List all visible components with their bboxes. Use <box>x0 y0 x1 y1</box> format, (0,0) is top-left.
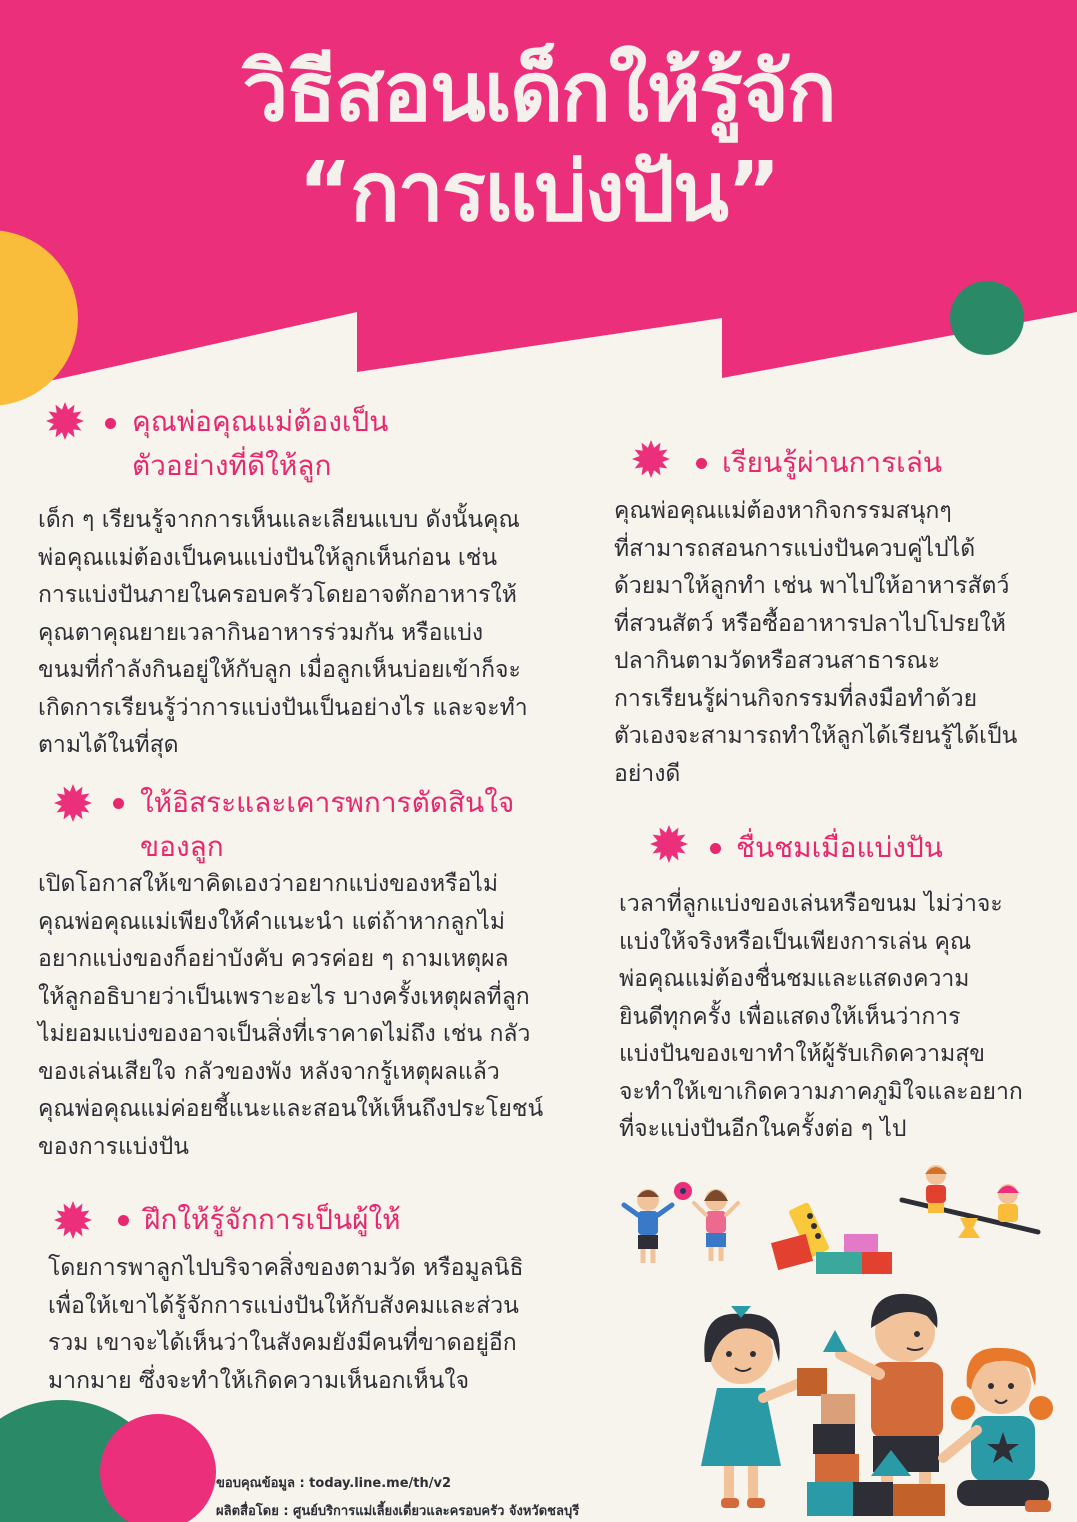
toy-blocks-illustration <box>770 1198 895 1278</box>
body-line: ไม่ยอมแบ่งของอาจเป็นสิ่งที่เราคาดไม่ถึง เช่น กลัว <box>38 1021 531 1047</box>
section-body-learn-through-play <box>614 493 1017 793</box>
section-heading-respect-decision <box>140 781 514 869</box>
starburst-icon <box>54 784 92 822</box>
body-line: เกิดการเรียนรู้ว่าการแบ่งปันเป็นอย่างไร และจะทำ <box>38 694 528 721</box>
body-line: ปลากินตามวัดหรือสวนสาธารณะ <box>614 648 941 674</box>
body-line: เพื่อให้เขาได้รู้จักการแบ่งปันให้กับสังคมและส่วน <box>48 1292 519 1319</box>
section-heading-parent-example <box>132 400 388 488</box>
page-title-line-2: “การแบ่งปัน” <box>298 145 779 240</box>
body-line: การแบ่งปันภายในครอบครัวโดยอาจตักอาหารให้ <box>38 582 517 608</box>
body-line: คุณพ่อคุณแม่ต้องหากิจกรรมสนุกๆ <box>614 498 952 524</box>
body-line: ด้วยมาให้ลูกทำ เช่น พาไปให้อาหารสัตว์ <box>614 573 1010 599</box>
body-line: พ่อคุณแม่ต้องชื่นชมและแสดงความ <box>619 966 970 992</box>
starburst-icon <box>54 1201 92 1239</box>
starburst-icon <box>632 440 670 478</box>
section-body-parent-example <box>38 502 528 765</box>
body-line: โดยการพาลูกไปบริจาคสิ่งของตามวัด หรือมูลนิธิ <box>48 1255 524 1281</box>
kids-playing-ball-illustration <box>618 1175 748 1270</box>
heading-line: คุณพ่อคุณแม่ต้องเป็น <box>132 405 389 438</box>
body-line: คุณพ่อคุณแม่ค่อยชี้แนะและสอนให้เห็นถึงประโยชน์ <box>38 1096 544 1122</box>
bullet-dot <box>118 1215 129 1226</box>
body-line: คุณตาคุณยายเวลากินอาหารร่วมกัน หรือแบ่ง <box>38 619 484 646</box>
body-line: เปิดโอกาสให้เขาคิดเองว่าอยากแบ่งของหรือไม่ <box>38 871 498 897</box>
bullet-dot <box>710 843 721 854</box>
body-line: ตามได้ในที่สุด <box>38 732 179 758</box>
body-line: เด็ก ๆ เรียนรู้จากการเห็นและเลียนแบบ ดังนั้นคุณ <box>38 507 520 533</box>
bullet-dot <box>105 418 116 429</box>
body-line: พ่อคุณแม่ต้องเป็นคนแบ่งปันให้ลูกเห็นก่อน เช่น <box>38 544 498 571</box>
heading-line: ชื่นชมเมื่อแบ่งปัน <box>736 831 943 864</box>
heading-line: ฝึกให้รู้จักการเป็นผู้ให้ <box>144 1203 401 1236</box>
starburst-icon <box>650 825 688 863</box>
kids-seesaw-illustration <box>898 1160 1043 1245</box>
body-line: อย่างดี <box>614 760 681 787</box>
body-line: คุณพ่อคุณแม่เพียงให้คำแนะนำ แต่ถ้าหากลูกไม่ <box>38 908 506 935</box>
credit-source: ขอบคุณข้อมูล : today.line.me/th/v2 <box>216 1476 451 1491</box>
body-line: จะทำให้เขาเกิดความภาคภูมิใจและอยาก <box>619 1078 1023 1105</box>
body-line: มากมาย ซึ่งจะทำให้เกิดความเห็นอกเห็นใจ <box>48 1367 470 1394</box>
section-heading-praise-sharing <box>736 826 943 870</box>
section-heading-be-a-giver <box>144 1198 401 1242</box>
kids-building-blocks-illustration <box>695 1290 1060 1520</box>
body-line: ให้ลูกอธิบายว่าเป็นเพราะอะไร บางครั้งเหตุผลที่ลูก <box>38 983 530 1010</box>
bullet-dot <box>113 798 124 809</box>
starburst-icon <box>46 402 84 440</box>
heading-line: ของลูก <box>140 830 224 863</box>
section-heading-learn-through-play <box>722 441 942 485</box>
section-body-be-a-giver <box>48 1250 524 1400</box>
green-circle-decoration <box>950 281 1024 355</box>
body-line: ของเล่นเสียใจ กลัวของพัง หลังจากรู้เหตุผลแล้ว <box>38 1058 500 1085</box>
bullet-dot <box>696 458 707 469</box>
body-line: ยินดีทุกครั้ง เพื่อแสดงให้เห็นว่าการ <box>619 1003 961 1030</box>
credit-producer: ผลิตสื่อโดย : ศูนย์บริการแม่เลี้ยงเดี่ยวและครอบครัว จังหวัดชลบุรี <box>216 1504 580 1519</box>
body-line: แบ่งให้จริงหรือเป็นเพียงการเล่น คุณ <box>619 928 972 955</box>
heading-line: เรียนรู้ผ่านการเล่น <box>722 446 943 479</box>
body-line: ของการแบ่งปัน <box>38 1133 189 1160</box>
page-title-line-1: วิธีสอนเด็กให้รู้จัก <box>242 45 835 140</box>
body-line: ตัวเองจะสามารถทำให้ลูกได้เรียนรู้ได้เป็น <box>614 723 1018 749</box>
body-line: รวม เขาจะได้เห็นว่าในสังคมยังมีคนที่ขาดอยู่อีก <box>48 1330 517 1356</box>
body-line: อยากแบ่งของก็อย่าบังคับ ควรค่อย ๆ ถามเหตุผล <box>38 946 509 972</box>
body-line: ที่จะแบ่งปันอีกในครั้งต่อ ๆ ไป <box>619 1116 907 1142</box>
section-body-respect-decision <box>38 866 543 1166</box>
body-line: ที่สวนสัตว์ หรือซื้ออาหารปลาไปโปรยให้ <box>614 610 1006 637</box>
heading-line: ตัวอย่างที่ดีให้ลูก <box>132 449 332 482</box>
body-line: แบ่งปันของเขาทำให้ผู้รับเกิดความสุข <box>619 1041 986 1067</box>
body-line: เวลาที่ลูกแบ่งของเล่นหรือขนม ไม่ว่าจะ <box>619 891 1003 917</box>
section-body-praise-sharing <box>619 886 1023 1149</box>
body-line: การเรียนรู้ผ่านกิจกรรมที่ลงมือทำด้วย <box>614 685 978 712</box>
heading-line: ให้อิสระและเคารพการตัดสินใจ <box>140 786 515 819</box>
body-line: ที่สามารถสอนการแบ่งปันควบคู่ไปได้ <box>614 535 976 562</box>
body-line: ขนมที่กำลังกินอยู่ให้กับลูก เมื่อลูกเห็นบ่อยเข้าก็จะ <box>38 657 521 683</box>
